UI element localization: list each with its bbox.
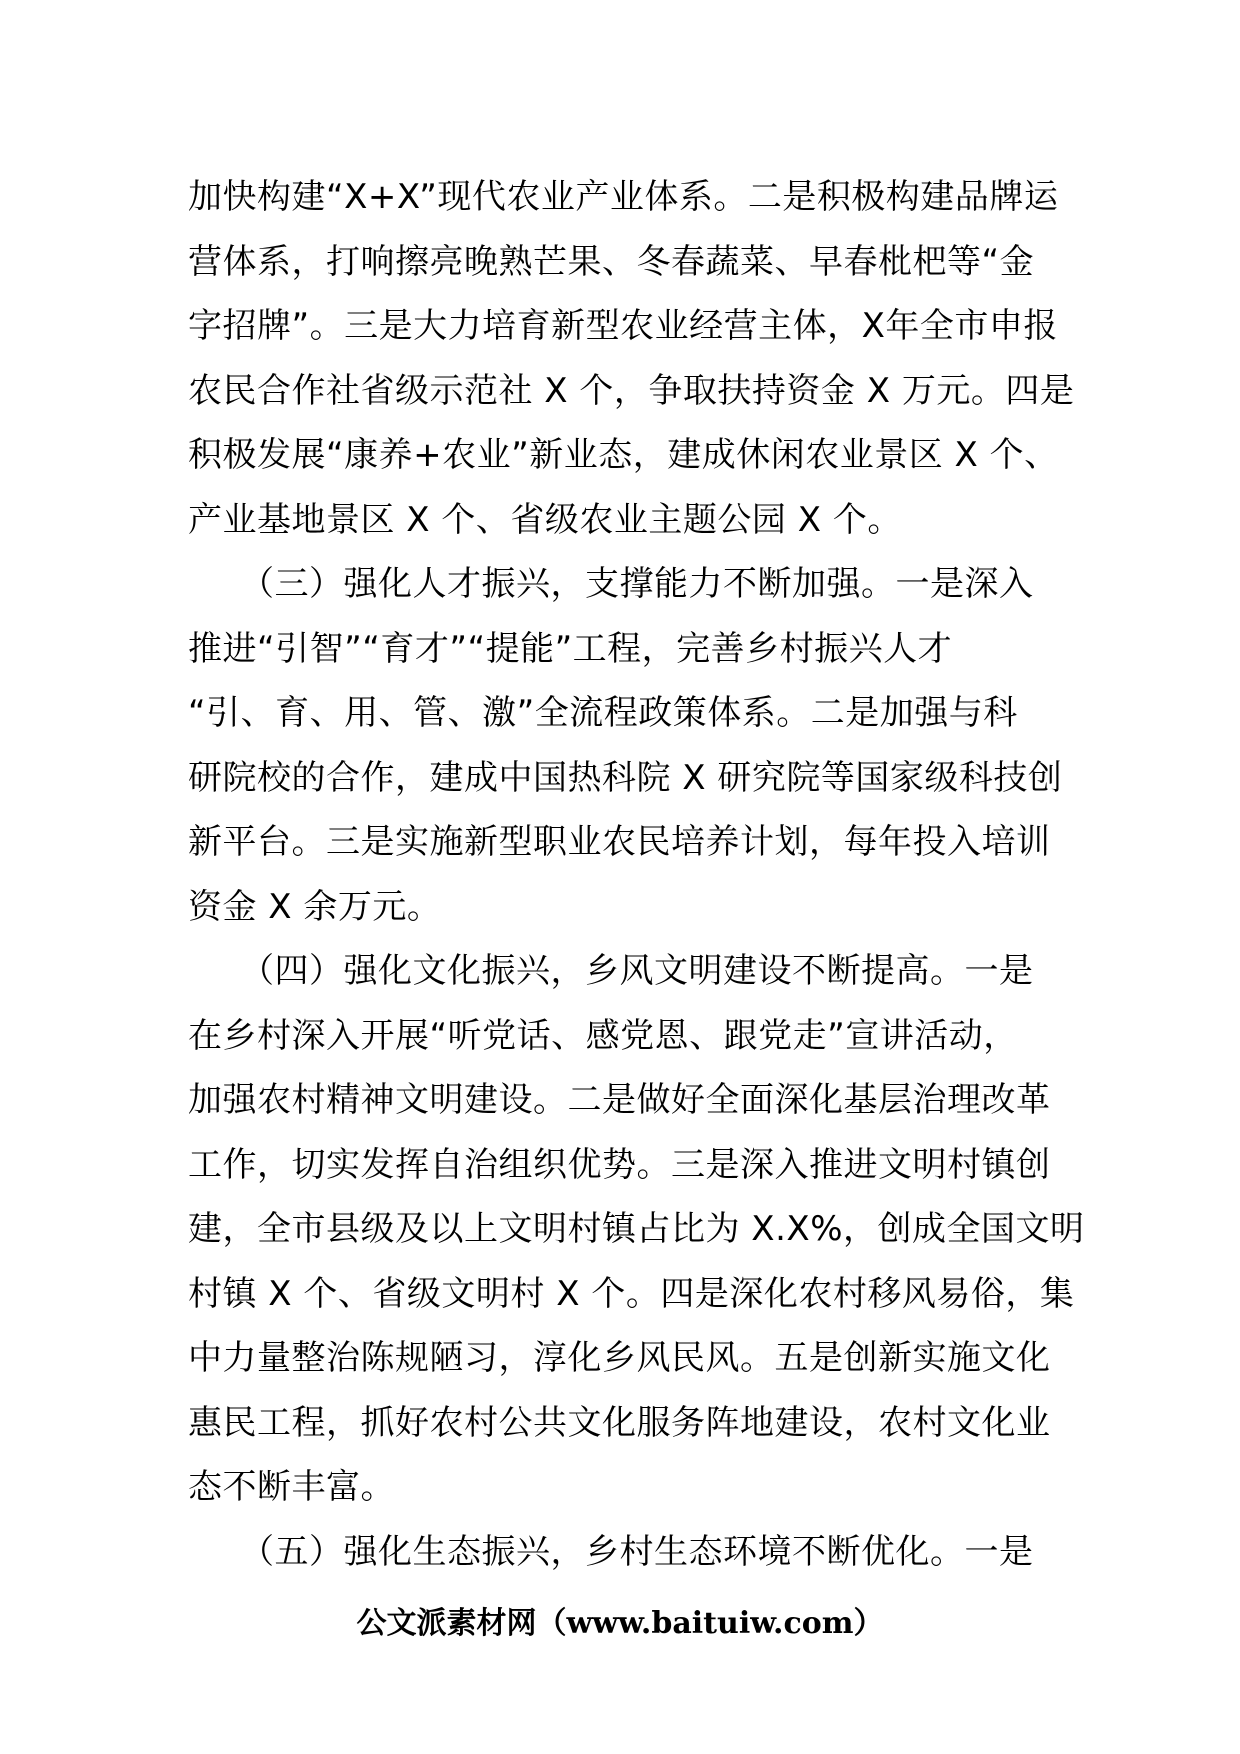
text-line: 中力量整治陈规陋习，淳化乡风民风。五是创新实施文化 xyxy=(188,1338,1051,1378)
section-heading-line: （三）强化人才振兴，支撑能力不断加强。一是深入 xyxy=(188,564,1034,604)
text-line: 在乡村深入开展“听党话、感党恩、跟党走”宣讲活动， xyxy=(188,1015,1018,1056)
text-line: 惠民工程，抓好农村公共文化服务阵地建设，农村文化业 xyxy=(188,1402,1051,1443)
section-heading-line: （四）强化文化振兴，乡风文明建设不断提高。一是 xyxy=(188,951,1034,991)
text-line: 产业基地景区 X 个、省级农业主题公园 X 个。 xyxy=(188,499,902,540)
footer-watermark: 公文派素材网（www.baituiw.com） xyxy=(356,1606,884,1641)
text-line: 营体系，打响擦亮晚熟芒果、冬春蔬菜、早春枇杷等“金 xyxy=(188,241,1035,282)
text-line: 建，全市县级及以上文明村镇占比为 X.X%，创成全国文明 xyxy=(188,1209,1085,1249)
text-line: 积极发展“康养+农业”新业态，建成休闲农业景区 X 个、 xyxy=(188,435,1059,475)
text-line: “引、育、用、管、激”全流程政策体系。二是加强与科 xyxy=(188,693,1018,733)
text-line: 资金 X 余万元。 xyxy=(188,886,442,927)
text-line: 农民合作社省级示范社 X 个，争取扶持资金 X 万元。四是 xyxy=(188,370,1075,411)
text-line: 新平台。三是实施新型职业农民培养计划，每年投入培训 xyxy=(188,822,1051,862)
text-line: 工作，切实发挥自治组织优势。三是深入推进文明村镇创 xyxy=(188,1144,1051,1185)
text-line: 加快构建“X+X”现代农业产业体系。二是积极构建品牌运 xyxy=(188,177,1059,217)
text-line: 态不断丰富。 xyxy=(188,1467,395,1507)
text-line: 推进“引智”“育才”“提能”工程，完善乡村振兴人才 xyxy=(188,628,953,669)
text-line: 字招牌”。三是大力培育新型农业经营主体，X年全市申报 xyxy=(188,306,1058,346)
text-line: 研院校的合作，建成中国热科院 X 研究院等国家级科技创 xyxy=(188,757,1063,798)
section-heading-line: （五）强化生态振兴，乡村生态环境不断优化。一是 xyxy=(188,1531,1034,1572)
text-line: 加强农村精神文明建设。二是做好全面深化基层治理改革 xyxy=(188,1080,1051,1120)
text-line: 村镇 X 个、省级文明村 X 个。四是深化农村移风易俗，集 xyxy=(188,1273,1075,1314)
document-body xyxy=(188,165,1085,1584)
